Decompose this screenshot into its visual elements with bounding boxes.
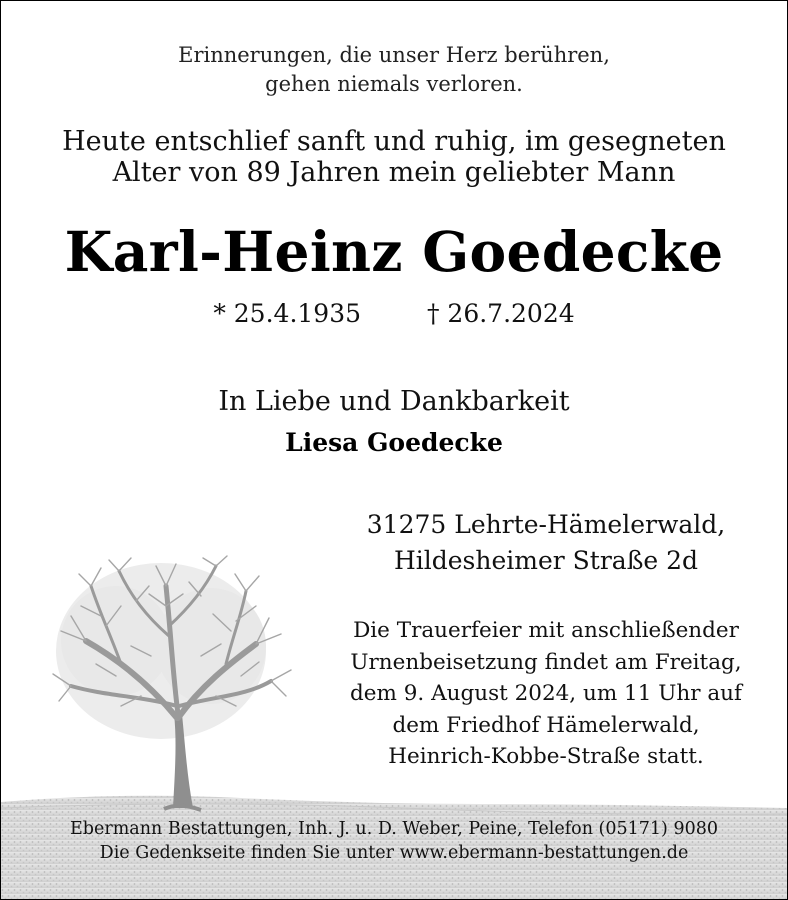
- ceremony-line-2: Urnenbeisetzung findet am Freitag,: [350, 649, 742, 675]
- thanks-text: In Liebe und Dankbarkeit: [218, 386, 570, 417]
- address-line-1: 31275 Lehrte-Hämelerwald,: [366, 510, 726, 539]
- deceased-name: Karl-Heinz Goedecke: [64, 219, 724, 284]
- address-line-2: Hildesheimer Straße 2d: [393, 546, 699, 575]
- announcement-line-1: Heute entschlief sanft und ruhig, im gesegneten: [62, 126, 726, 157]
- motto-text: [1, 41, 787, 99]
- ceremony-line-5: Heinrich-Kobbe-Straße statt.: [388, 744, 704, 769]
- announcement-text: [1, 126, 787, 188]
- memorial-page-info: Die Gedenkseite finden Sie unter www.ebermann-bestattungen.de: [99, 843, 689, 863]
- ceremony-line-1: Die Trauerfeier mit anschließender: [353, 618, 739, 643]
- signer-name: Liesa Goedecke: [285, 428, 503, 457]
- death-date: † 26.7.2024: [426, 299, 575, 328]
- announcement-line-2: Alter von 89 Jahren mein geliebter Mann: [112, 157, 676, 188]
- ceremony-line-3: dem 9. August 2024, um 11 Uhr auf: [350, 681, 742, 706]
- life-dates: [1, 298, 787, 330]
- ceremony-info: [341, 615, 751, 773]
- motto-line-2: gehen niemals verloren.: [265, 72, 523, 96]
- address-block: [341, 507, 751, 579]
- birth-date: * 25.4.1935: [213, 299, 362, 328]
- funeral-home-info: Ebermann Bestattungen, Inh. J. u. D. Weber, Peine, Telefon (05171) 9080: [70, 819, 718, 839]
- ceremony-line-4: dem Friedhof Hämelerwald,: [392, 712, 700, 738]
- motto-line-1: Erinnerungen, die unser Herz berühren,: [178, 43, 610, 67]
- footer: [1, 817, 787, 865]
